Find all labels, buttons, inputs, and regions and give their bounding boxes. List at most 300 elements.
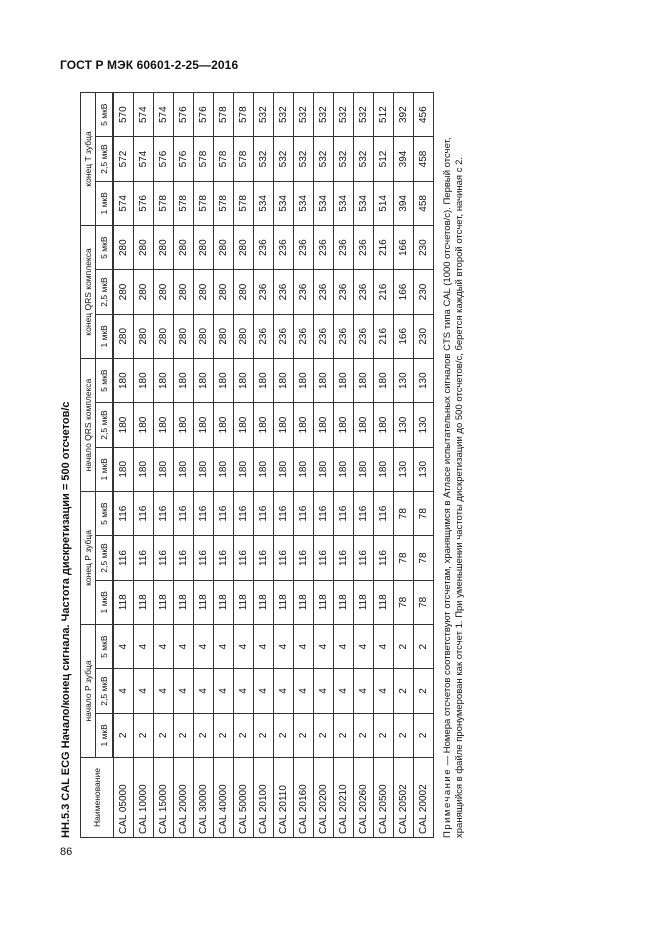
value-cell: 118 — [334, 580, 354, 624]
value-cell: 280 — [134, 270, 154, 314]
value-cell: 458 — [414, 181, 434, 225]
note-text: — Номера отсчетов соответствуют отсчетам, хранящимся в Атласе испытательных сигналов CTS типа CAL (1000 отсчетов/с). Первый отсчет, хранящийся в файле пронумерован как отсчет 1. При уменьшении частоты дискретизации до 500 отсчетов/с, берется каждый второй отсчет, начиная с 2. — [442, 137, 465, 838]
value-cell: 534 — [334, 181, 354, 225]
value-cell: 180 — [214, 403, 234, 447]
value-cell: 180 — [194, 403, 214, 447]
value-cell: 4 — [154, 624, 174, 668]
row-name-cell: CAL 10000 — [134, 758, 154, 838]
table-row — [414, 93, 434, 838]
value-cell: 578 — [214, 93, 234, 137]
row-name-cell: CAL 20110 — [274, 758, 294, 838]
value-cell: 180 — [314, 358, 334, 402]
value-cell: 180 — [334, 358, 354, 402]
value-cell: 2 — [394, 624, 414, 668]
value-cell: 78 — [394, 536, 414, 580]
value-cell: 2 — [394, 669, 414, 713]
value-cell: 180 — [194, 447, 214, 491]
value-cell: 4 — [113, 624, 134, 668]
value-cell: 236 — [254, 270, 274, 314]
value-cell: 230 — [414, 270, 434, 314]
page-number: 86 — [60, 846, 73, 858]
table-row — [274, 93, 294, 838]
value-cell: 2 — [154, 713, 174, 757]
value-cell: 180 — [274, 403, 294, 447]
value-cell: 180 — [294, 403, 314, 447]
value-cell: 458 — [414, 137, 434, 181]
value-cell: 118 — [214, 580, 234, 624]
value-cell: 236 — [254, 314, 274, 358]
value-cell: 532 — [354, 137, 374, 181]
value-cell: 180 — [254, 358, 274, 402]
value-cell: 236 — [334, 226, 354, 270]
value-cell: 280 — [214, 226, 234, 270]
value-cell: 180 — [374, 358, 394, 402]
value-cell: 166 — [394, 270, 414, 314]
value-cell: 118 — [294, 580, 314, 624]
value-cell: 532 — [354, 93, 374, 137]
value-cell: 180 — [214, 447, 234, 491]
value-cell: 166 — [394, 226, 414, 270]
value-cell: 180 — [254, 447, 274, 491]
value-cell: 116 — [314, 536, 334, 580]
value-cell: 280 — [174, 226, 194, 270]
value-cell: 280 — [194, 314, 214, 358]
value-cell: 2 — [334, 713, 354, 757]
value-cell: 78 — [414, 491, 434, 535]
value-cell: 216 — [374, 314, 394, 358]
value-cell: 236 — [314, 270, 334, 314]
value-cell: 280 — [234, 270, 254, 314]
value-cell: 4 — [294, 669, 314, 713]
value-cell: 118 — [194, 580, 214, 624]
value-cell: 280 — [234, 314, 254, 358]
row-name-cell: CAL 05000 — [113, 758, 134, 838]
value-cell: 180 — [174, 403, 194, 447]
value-cell: 180 — [334, 447, 354, 491]
value-cell: 534 — [314, 181, 334, 225]
subheader-cell: 2,5 мкВ — [96, 536, 114, 580]
value-cell: 236 — [274, 314, 294, 358]
group-header: конец QRS комплекса — [81, 226, 96, 359]
value-cell: 180 — [354, 403, 374, 447]
value-cell: 130 — [414, 447, 434, 491]
subheader-cell: 1 мкВ — [96, 447, 114, 491]
value-cell: 4 — [174, 669, 194, 713]
value-cell: 116 — [134, 491, 154, 535]
value-cell: 280 — [154, 270, 174, 314]
value-cell: 180 — [234, 403, 254, 447]
value-cell: 236 — [294, 314, 314, 358]
value-cell: 180 — [113, 358, 134, 402]
value-cell: 118 — [354, 580, 374, 624]
value-cell: 118 — [274, 580, 294, 624]
value-cell: 2 — [234, 713, 254, 757]
table-row — [174, 93, 194, 838]
value-cell: 216 — [374, 226, 394, 270]
value-cell: 4 — [334, 624, 354, 668]
value-cell: 2 — [414, 669, 434, 713]
value-cell: 116 — [154, 491, 174, 535]
value-cell: 4 — [234, 624, 254, 668]
value-cell: 4 — [174, 624, 194, 668]
value-cell: 280 — [194, 226, 214, 270]
subheader-cell: 5 мкВ — [96, 93, 114, 137]
value-cell: 230 — [414, 226, 434, 270]
value-cell: 236 — [274, 270, 294, 314]
value-cell: 394 — [394, 137, 414, 181]
value-cell: 180 — [134, 447, 154, 491]
value-cell: 532 — [314, 137, 334, 181]
table-row — [214, 93, 234, 838]
value-cell: 78 — [414, 580, 434, 624]
value-cell: 4 — [214, 624, 234, 668]
value-cell: 2 — [113, 713, 134, 757]
row-name-cell: CAL 20502 — [394, 758, 414, 838]
subheader-cell: 1 мкВ — [96, 181, 114, 225]
subheader-cell: 5 мкВ — [96, 358, 114, 402]
value-cell: 576 — [194, 93, 214, 137]
value-cell: 2 — [134, 713, 154, 757]
value-cell: 280 — [214, 270, 234, 314]
value-cell: 4 — [314, 624, 334, 668]
value-cell: 578 — [234, 181, 254, 225]
value-cell: 116 — [174, 536, 194, 580]
row-name-cell: CAL 20002 — [414, 758, 434, 838]
value-cell: 576 — [154, 137, 174, 181]
value-cell: 236 — [354, 314, 374, 358]
value-cell: 180 — [134, 358, 154, 402]
value-cell: 180 — [274, 447, 294, 491]
value-cell: 578 — [194, 137, 214, 181]
value-cell: 116 — [254, 491, 274, 535]
value-cell: 116 — [374, 536, 394, 580]
value-cell: 116 — [214, 491, 234, 535]
rotated-table-block — [60, 93, 470, 838]
value-cell: 236 — [334, 270, 354, 314]
value-cell: 578 — [174, 181, 194, 225]
value-cell: 2 — [354, 713, 374, 757]
value-cell: 180 — [234, 358, 254, 402]
value-cell: 180 — [334, 403, 354, 447]
value-cell: 116 — [354, 491, 374, 535]
value-cell: 116 — [234, 491, 254, 535]
table-row — [334, 93, 354, 838]
value-cell: 116 — [274, 491, 294, 535]
value-cell: 180 — [294, 358, 314, 402]
row-name-cell: CAL 30000 — [194, 758, 214, 838]
value-cell: 4 — [354, 669, 374, 713]
value-cell: 2 — [254, 713, 274, 757]
value-cell: 4 — [254, 624, 274, 668]
table-title: НН.5.3 CAL ECG Начало/конец сигнала. Частота дискретизации = 500 отсчетов/с — [60, 401, 72, 838]
value-cell: 4 — [294, 624, 314, 668]
group-header: конец Р зубца — [81, 491, 96, 624]
value-cell: 236 — [274, 226, 294, 270]
value-cell: 116 — [154, 536, 174, 580]
subheader-cell: 2,5 мкВ — [96, 669, 114, 713]
value-cell: 78 — [394, 580, 414, 624]
value-cell: 574 — [134, 137, 154, 181]
value-cell: 118 — [113, 580, 134, 624]
subheader-cell: 2,5 мкВ — [96, 270, 114, 314]
value-cell: 4 — [274, 624, 294, 668]
row-name-cell: CAL 20200 — [314, 758, 334, 838]
value-cell: 570 — [113, 93, 134, 137]
value-cell: 116 — [354, 536, 374, 580]
value-cell: 118 — [314, 580, 334, 624]
subheader-cell: 5 мкВ — [96, 624, 114, 668]
value-cell: 116 — [113, 491, 134, 535]
value-cell: 574 — [134, 93, 154, 137]
row-name-cell: CAL 20000 — [174, 758, 194, 838]
value-cell: 116 — [194, 491, 214, 535]
row-name-cell: CAL 20100 — [254, 758, 274, 838]
value-cell: 2 — [414, 713, 434, 757]
table-row — [294, 93, 314, 838]
value-cell: 574 — [154, 93, 174, 137]
value-cell: 280 — [113, 270, 134, 314]
value-cell: 532 — [254, 93, 274, 137]
value-cell: 572 — [113, 137, 134, 181]
name-column-header: Наименование — [81, 758, 114, 838]
calibration-table — [80, 92, 434, 838]
group-header: начало QRS комплекса — [81, 358, 96, 491]
value-cell: 280 — [234, 226, 254, 270]
value-cell: 116 — [194, 536, 214, 580]
subheader-cell: 1 мкВ — [96, 314, 114, 358]
value-cell: 280 — [194, 270, 214, 314]
value-cell: 532 — [334, 137, 354, 181]
value-cell: 280 — [154, 226, 174, 270]
value-cell: 514 — [374, 181, 394, 225]
value-cell: 576 — [174, 137, 194, 181]
value-cell: 532 — [314, 93, 334, 137]
row-name-cell: CAL 20500 — [374, 758, 394, 838]
value-cell: 130 — [394, 403, 414, 447]
value-cell: 180 — [354, 358, 374, 402]
table-row — [354, 93, 374, 838]
value-cell: 532 — [294, 93, 314, 137]
value-cell: 4 — [113, 669, 134, 713]
value-cell: 116 — [174, 491, 194, 535]
value-cell: 116 — [113, 536, 134, 580]
subheader-cell: 1 мкВ — [96, 713, 114, 757]
table-row — [194, 93, 214, 838]
value-cell: 534 — [354, 181, 374, 225]
value-cell: 2 — [274, 713, 294, 757]
value-cell: 116 — [134, 536, 154, 580]
document-header: ГОСТ Р МЭК 60601-2-25—2016 — [60, 58, 239, 72]
value-cell: 578 — [194, 181, 214, 225]
value-cell: 236 — [354, 270, 374, 314]
value-cell: 180 — [314, 447, 334, 491]
value-cell: 180 — [113, 447, 134, 491]
value-cell: 180 — [354, 447, 374, 491]
table-row — [234, 93, 254, 838]
value-cell: 116 — [334, 491, 354, 535]
value-cell: 280 — [113, 314, 134, 358]
value-cell: 4 — [194, 624, 214, 668]
value-cell: 130 — [394, 358, 414, 402]
value-cell: 394 — [394, 181, 414, 225]
row-name-cell: CAL 20160 — [294, 758, 314, 838]
value-cell: 4 — [214, 669, 234, 713]
value-cell: 4 — [254, 669, 274, 713]
row-name-cell: CAL 20260 — [354, 758, 374, 838]
table-row — [254, 93, 274, 838]
value-cell: 2 — [294, 713, 314, 757]
value-cell: 116 — [234, 536, 254, 580]
value-cell: 280 — [174, 314, 194, 358]
value-cell: 4 — [374, 624, 394, 668]
table-row — [394, 93, 414, 838]
value-cell: 180 — [274, 358, 294, 402]
value-cell: 2 — [194, 713, 214, 757]
value-cell: 2 — [214, 713, 234, 757]
table-note — [442, 93, 466, 838]
value-cell: 574 — [113, 181, 134, 225]
value-cell: 576 — [174, 93, 194, 137]
value-cell: 578 — [214, 137, 234, 181]
value-cell: 236 — [314, 226, 334, 270]
value-cell: 2 — [394, 713, 414, 757]
value-cell: 118 — [134, 580, 154, 624]
value-cell: 166 — [394, 314, 414, 358]
value-cell: 180 — [234, 447, 254, 491]
note-label: Примечание — [442, 768, 453, 838]
value-cell: 180 — [214, 358, 234, 402]
value-cell: 118 — [234, 580, 254, 624]
value-cell: 236 — [354, 226, 374, 270]
row-name-cell: CAL 40000 — [214, 758, 234, 838]
value-cell: 4 — [274, 669, 294, 713]
subheader-cell: 2,5 мкВ — [96, 403, 114, 447]
value-cell: 130 — [394, 447, 414, 491]
value-cell: 130 — [414, 403, 434, 447]
value-cell: 78 — [394, 491, 414, 535]
value-cell: 4 — [234, 669, 254, 713]
value-cell: 118 — [374, 580, 394, 624]
value-cell: 180 — [174, 447, 194, 491]
value-cell: 180 — [254, 403, 274, 447]
value-cell: 280 — [214, 314, 234, 358]
value-cell: 180 — [314, 403, 334, 447]
value-cell: 180 — [374, 447, 394, 491]
table-row — [314, 93, 334, 838]
table-row — [113, 93, 134, 838]
subheader-cell: 2,5 мкВ — [96, 137, 114, 181]
value-cell: 280 — [113, 226, 134, 270]
value-cell: 578 — [214, 181, 234, 225]
row-name-cell: CAL 15000 — [154, 758, 174, 838]
value-cell: 118 — [154, 580, 174, 624]
value-cell: 116 — [214, 536, 234, 580]
value-cell: 4 — [354, 624, 374, 668]
value-cell: 4 — [334, 669, 354, 713]
value-cell: 4 — [374, 669, 394, 713]
value-cell: 116 — [254, 536, 274, 580]
value-cell: 116 — [294, 536, 314, 580]
value-cell: 180 — [154, 403, 174, 447]
value-cell: 2 — [174, 713, 194, 757]
value-cell: 78 — [414, 536, 434, 580]
value-cell: 512 — [374, 93, 394, 137]
value-cell: 216 — [374, 270, 394, 314]
group-header: конец Т зубца — [81, 93, 96, 226]
value-cell: 578 — [234, 137, 254, 181]
subheader-cell: 1 мкВ — [96, 580, 114, 624]
value-cell: 532 — [274, 137, 294, 181]
value-cell: 2 — [374, 713, 394, 757]
subheader-cell: 5 мкВ — [96, 491, 114, 535]
value-cell: 4 — [194, 669, 214, 713]
value-cell: 532 — [274, 93, 294, 137]
value-cell: 578 — [154, 181, 174, 225]
value-cell: 180 — [194, 358, 214, 402]
value-cell: 280 — [134, 226, 154, 270]
group-header: начало Р зубца — [81, 624, 96, 757]
value-cell: 236 — [334, 314, 354, 358]
value-cell: 578 — [234, 93, 254, 137]
value-cell: 180 — [374, 403, 394, 447]
value-cell: 280 — [134, 314, 154, 358]
value-cell: 534 — [294, 181, 314, 225]
value-cell: 236 — [294, 270, 314, 314]
table-row — [134, 93, 154, 838]
value-cell: 534 — [274, 181, 294, 225]
value-cell: 230 — [414, 314, 434, 358]
value-cell: 4 — [134, 624, 154, 668]
value-cell: 116 — [314, 491, 334, 535]
value-cell: 4 — [154, 669, 174, 713]
value-cell: 116 — [334, 536, 354, 580]
value-cell: 116 — [294, 491, 314, 535]
table-row — [374, 93, 394, 838]
row-name-cell: CAL 20210 — [334, 758, 354, 838]
value-cell: 392 — [394, 93, 414, 137]
value-cell: 118 — [254, 580, 274, 624]
value-cell: 236 — [294, 226, 314, 270]
value-cell: 236 — [314, 314, 334, 358]
value-cell: 4 — [134, 669, 154, 713]
value-cell: 280 — [154, 314, 174, 358]
value-cell: 534 — [254, 181, 274, 225]
value-cell: 2 — [414, 624, 434, 668]
value-cell: 116 — [374, 491, 394, 535]
value-cell: 180 — [294, 447, 314, 491]
value-cell: 512 — [374, 137, 394, 181]
value-cell: 180 — [154, 358, 174, 402]
value-cell: 576 — [134, 181, 154, 225]
subheader-cell: 5 мкВ — [96, 226, 114, 270]
value-cell: 280 — [174, 270, 194, 314]
value-cell: 532 — [254, 137, 274, 181]
value-cell: 130 — [414, 358, 434, 402]
value-cell: 2 — [314, 713, 334, 757]
table-row — [154, 93, 174, 838]
value-cell: 532 — [294, 137, 314, 181]
value-cell: 532 — [334, 93, 354, 137]
value-cell: 180 — [113, 403, 134, 447]
value-cell: 118 — [174, 580, 194, 624]
value-cell: 180 — [174, 358, 194, 402]
row-name-cell: CAL 50000 — [234, 758, 254, 838]
value-cell: 180 — [154, 447, 174, 491]
value-cell: 180 — [134, 403, 154, 447]
value-cell: 116 — [274, 536, 294, 580]
value-cell: 236 — [254, 226, 274, 270]
value-cell: 456 — [414, 93, 434, 137]
